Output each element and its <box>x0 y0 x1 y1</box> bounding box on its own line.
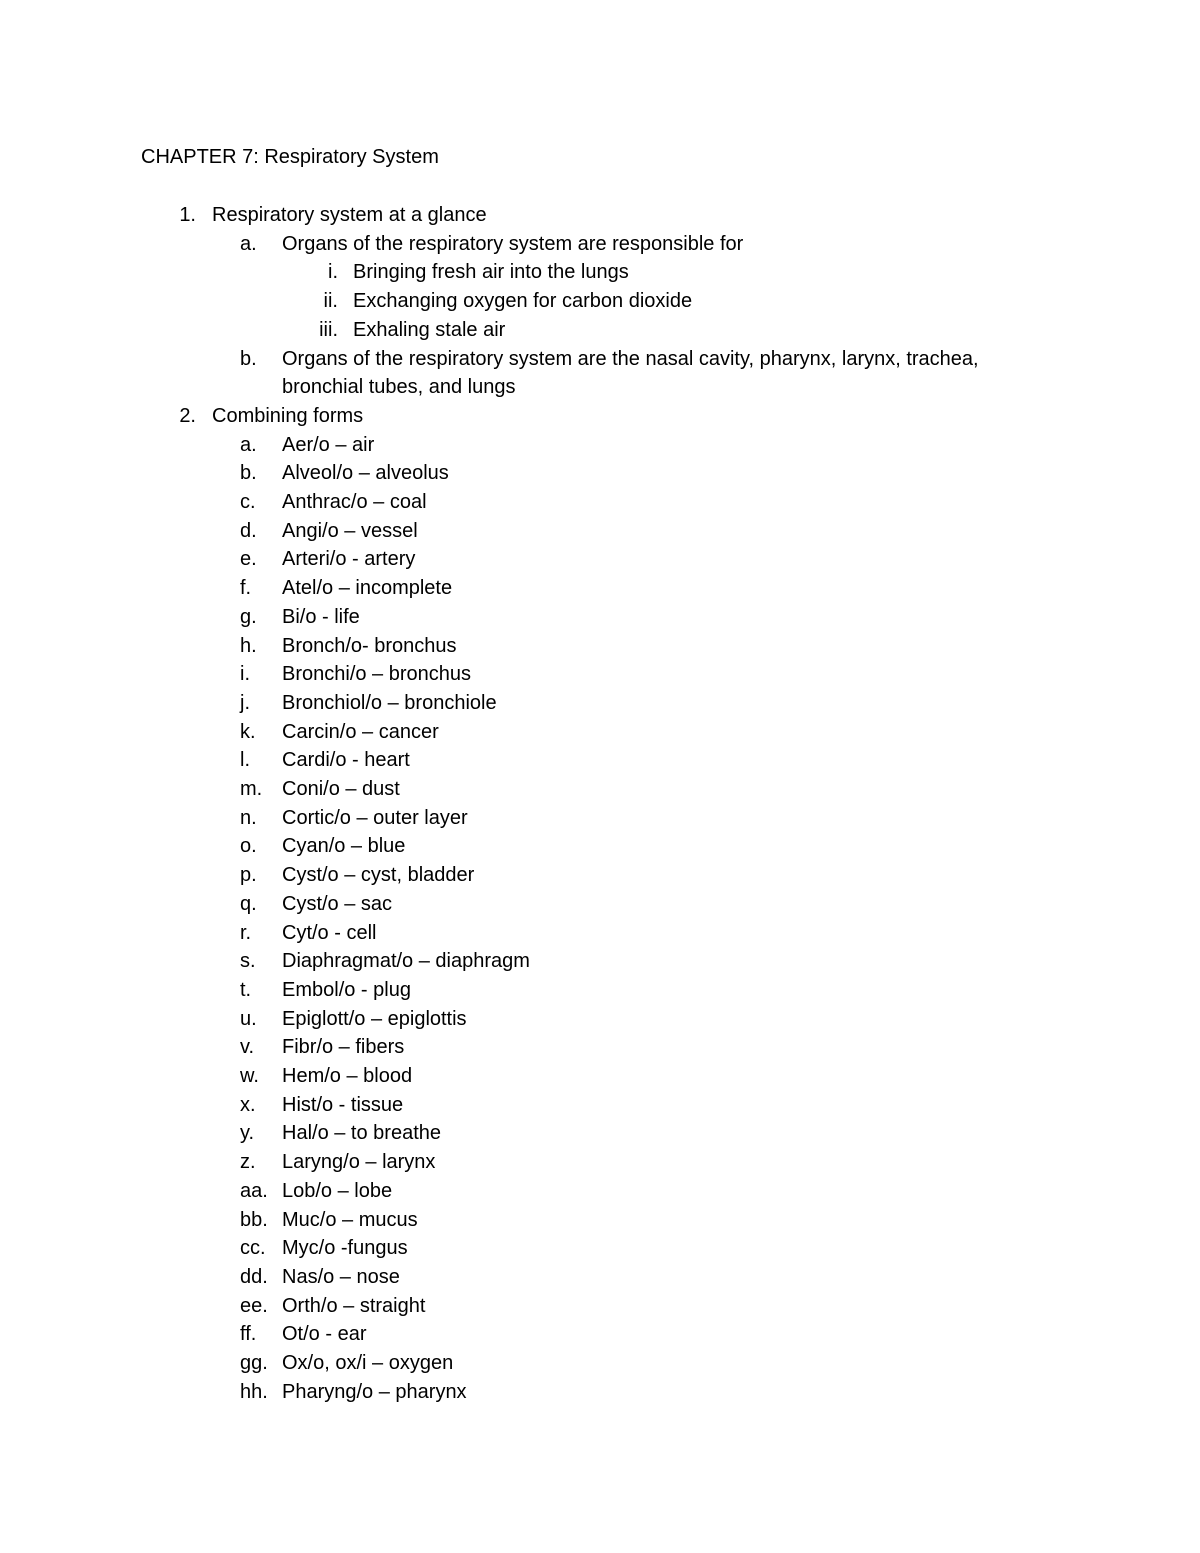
list-item-text: Coni/o – dust <box>282 778 400 800</box>
list-marker: j. <box>240 692 250 714</box>
list-item-text: Exchanging oxygen for carbon dioxide <box>353 290 693 312</box>
list-marker: i. <box>328 261 338 283</box>
list-marker: t. <box>240 979 252 1001</box>
list-item-text: Bronchiol/o – bronchiole <box>282 692 497 714</box>
list-item-text: Embol/o - plug <box>282 979 411 1001</box>
outline-item-level-2 <box>0 1062 1200 1090</box>
outline-item-level-2 <box>0 230 1200 258</box>
outline-item-level-2 <box>0 775 1200 803</box>
list-marker: l. <box>240 749 250 771</box>
outline-item-level-2 <box>0 660 1200 688</box>
list-marker: q. <box>240 893 257 915</box>
list-marker: i. <box>240 663 250 685</box>
outline-item-level-2 <box>0 689 1200 717</box>
list-marker: r. <box>240 922 252 944</box>
list-item-text: Aer/o – air <box>282 434 375 456</box>
outline-item-level-2 <box>0 431 1200 459</box>
outline-item-level-2 <box>0 718 1200 746</box>
outline-item-level-2 <box>0 832 1200 860</box>
list-marker: ee. <box>240 1295 268 1317</box>
list-item-text: Hal/o – to breathe <box>282 1122 441 1144</box>
outline-item-level-2 <box>0 1234 1200 1262</box>
list-marker: h. <box>240 635 257 657</box>
list-item-text: Hem/o – blood <box>282 1065 413 1087</box>
list-marker: m. <box>240 778 263 800</box>
list-item-text: Cyan/o – blue <box>282 835 406 857</box>
outline-item-level-2 <box>0 603 1200 631</box>
list-marker: 2. <box>179 405 196 427</box>
outline-item-level-2 <box>0 1378 1200 1406</box>
list-marker: e. <box>240 548 257 570</box>
list-marker: u. <box>240 1008 257 1030</box>
list-item-text: Alveol/o – alveolus <box>282 462 449 484</box>
list-marker: aa. <box>240 1180 268 1202</box>
list-item-text: Arteri/o - artery <box>282 548 416 570</box>
list-item-text: Angi/o – vessel <box>282 520 418 542</box>
outline-item-level-2 <box>0 488 1200 516</box>
outline-item-level-2 <box>0 1005 1200 1033</box>
list-item-text: Epiglott/o – epiglottis <box>282 1008 467 1030</box>
outline-item-level-2 <box>0 574 1200 602</box>
outline-item-level-2 <box>0 746 1200 774</box>
list-marker: c. <box>240 491 256 513</box>
list-item-text: Organs of the respiratory system are responsible for <box>282 233 744 255</box>
outline-item-level-2 <box>0 632 1200 660</box>
outline-item-level-2 <box>0 345 1200 373</box>
outline-item-level-2 <box>0 517 1200 545</box>
list-marker: a. <box>240 434 257 456</box>
outline-item-level-2 <box>0 947 1200 975</box>
list-item-text: Hist/o - tissue <box>282 1094 404 1116</box>
outline-item-level-2 <box>0 1263 1200 1291</box>
list-marker: iii. <box>319 319 338 341</box>
list-item-text: Muc/o – mucus <box>282 1209 418 1231</box>
outline-item-level-2 <box>0 919 1200 947</box>
list-item-text: Bronchi/o – bronchus <box>282 663 472 685</box>
list-item-text: Anthrac/o – coal <box>282 491 427 513</box>
outline-item-level-2 <box>0 1091 1200 1119</box>
outline-item-level-2 <box>0 1148 1200 1176</box>
list-item-text: Respiratory system at a glance <box>212 204 487 226</box>
list-marker: n. <box>240 807 257 829</box>
list-marker: f. <box>240 577 252 599</box>
list-marker: z. <box>240 1151 256 1173</box>
outline-item-level-2 <box>0 976 1200 1004</box>
outline-item-level-3 <box>0 287 1200 315</box>
list-marker: k. <box>240 721 256 743</box>
outline-item-level-2 <box>0 1119 1200 1147</box>
outline-item-level-2 <box>0 1177 1200 1205</box>
list-item-text: Ot/o - ear <box>282 1323 367 1345</box>
outline-item-level-3 <box>0 258 1200 286</box>
list-item-text: Cyst/o – cyst, bladder <box>282 864 475 886</box>
outline-item-level-2 <box>0 373 1200 401</box>
list-item-text: Cortic/o – outer layer <box>282 807 468 829</box>
list-item-text: Combining forms <box>212 405 364 427</box>
outline-item-level-2 <box>0 1349 1200 1377</box>
list-marker: x. <box>240 1094 256 1116</box>
list-item-text: bronchial tubes, and lungs <box>282 376 516 398</box>
outline-item-level-2 <box>0 1206 1200 1234</box>
list-item-text: Carcin/o – cancer <box>282 721 439 743</box>
list-marker: 1. <box>179 204 196 226</box>
list-marker: dd. <box>240 1266 268 1288</box>
outline-item-level-1 <box>0 201 1200 229</box>
list-item-text: Cardi/o - heart <box>282 749 410 771</box>
list-item-text: Laryng/o – larynx <box>282 1151 436 1173</box>
list-marker: w. <box>240 1065 259 1087</box>
outline-item-level-2 <box>0 545 1200 573</box>
outline-item-level-2 <box>0 804 1200 832</box>
list-marker: gg. <box>240 1352 268 1374</box>
list-item-text: Bringing fresh air into the lungs <box>353 261 629 283</box>
list-marker: bb. <box>240 1209 268 1231</box>
outline-item-level-2 <box>0 861 1200 889</box>
list-item-text: Atel/o – incomplete <box>282 577 453 599</box>
list-marker: a. <box>240 233 257 255</box>
list-marker: o. <box>240 835 257 857</box>
list-item-text: Bi/o - life <box>282 606 360 628</box>
list-marker: b. <box>240 462 257 484</box>
list-marker: b. <box>240 348 257 370</box>
list-item-text: Myc/o -fungus <box>282 1237 408 1259</box>
list-item-text: Fibr/o – fibers <box>282 1036 405 1058</box>
list-marker: g. <box>240 606 257 628</box>
list-item-text: Exhaling stale air <box>353 319 506 341</box>
outline-item-level-2 <box>0 1033 1200 1061</box>
list-marker: y. <box>240 1122 255 1144</box>
list-item-text: Diaphragmat/o – diaphragm <box>282 950 530 972</box>
outline-item-level-2 <box>0 1292 1200 1320</box>
page-title: CHAPTER 7: Respiratory System <box>141 146 439 168</box>
list-item-text: Nas/o – nose <box>282 1266 400 1288</box>
list-marker: s. <box>240 950 256 972</box>
list-item-text: Pharyng/o – pharynx <box>282 1381 467 1403</box>
list-item-text: Ox/o, ox/i – oxygen <box>282 1352 454 1374</box>
list-item-text: Cyt/o - cell <box>282 922 377 944</box>
list-item-text: Bronch/o- bronchus <box>282 635 457 657</box>
outline-item-level-3 <box>0 316 1200 344</box>
list-marker: d. <box>240 520 257 542</box>
outline-item-level-1 <box>0 402 1200 430</box>
list-item-text: Cyst/o – sac <box>282 893 393 915</box>
list-marker: ii. <box>323 290 338 312</box>
outline-item-level-2 <box>0 1320 1200 1348</box>
list-item-text: Lob/o – lobe <box>282 1180 393 1202</box>
list-item-text: Orth/o – straight <box>282 1295 426 1317</box>
outline-item-level-2 <box>0 890 1200 918</box>
list-marker: cc. <box>240 1237 266 1259</box>
list-marker: hh. <box>240 1381 268 1403</box>
list-item-text: Organs of the respiratory system are the nasal cavity, pharynx, larynx, trachea, <box>282 348 979 370</box>
list-marker: p. <box>240 864 257 886</box>
list-marker: ff. <box>240 1323 257 1345</box>
outline-item-level-2 <box>0 459 1200 487</box>
list-marker: v. <box>240 1036 255 1058</box>
